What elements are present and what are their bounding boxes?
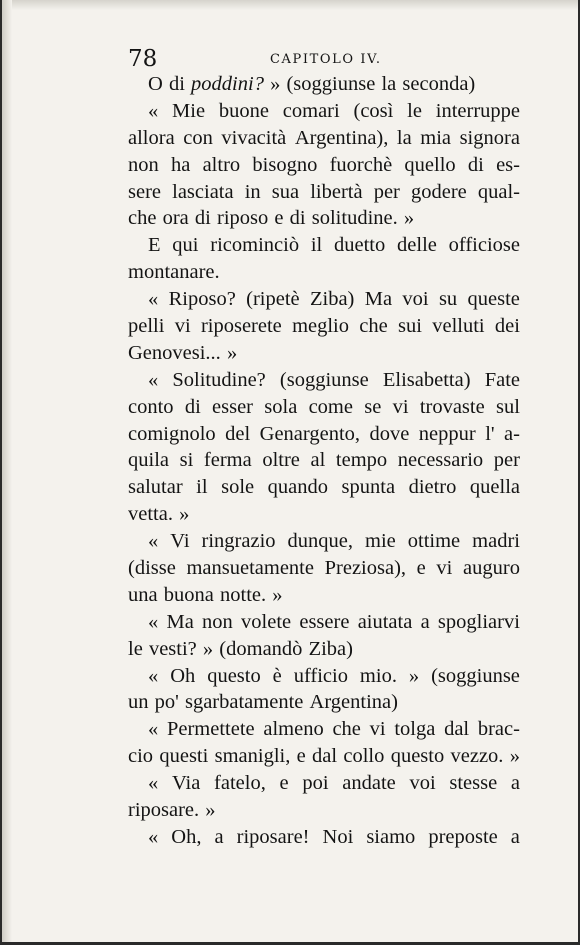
word: bisogno <box>252 153 318 176</box>
word: « <box>148 664 159 687</box>
page-header <box>128 44 523 74</box>
word: sui <box>398 315 422 338</box>
word: voi <box>402 288 429 311</box>
text-line <box>128 259 520 286</box>
word: la <box>381 73 397 95</box>
word: sul <box>495 395 520 418</box>
word: » <box>408 664 420 687</box>
word: Argentina), <box>294 126 389 149</box>
word: dal <box>312 745 338 768</box>
word: sole <box>221 476 255 499</box>
word: « <box>148 530 159 553</box>
text-line <box>128 232 520 259</box>
word: « <box>148 610 159 633</box>
word: la <box>396 126 412 149</box>
text-line <box>128 179 520 206</box>
word: per <box>373 180 400 203</box>
body-text <box>128 71 520 851</box>
word: Mie <box>172 99 206 122</box>
word: vi <box>369 718 386 741</box>
word: preposte <box>428 825 498 848</box>
word: qual- <box>477 180 520 203</box>
word: comignolo <box>128 422 216 445</box>
word: poddini? <box>191 73 264 95</box>
text-line <box>128 743 520 770</box>
word: » <box>403 207 415 230</box>
word: ricominciò <box>210 234 300 257</box>
word: a <box>510 825 520 848</box>
word: spogliarvi <box>437 610 520 633</box>
word: Elisabetta) <box>382 368 471 391</box>
text-line <box>128 152 520 179</box>
text-line <box>128 770 520 797</box>
word: riposerete <box>200 315 282 338</box>
word: (disse <box>128 557 176 580</box>
word: di <box>467 153 484 176</box>
word: a <box>510 772 520 795</box>
word: mia <box>420 126 452 149</box>
word: che <box>332 718 361 741</box>
word: si <box>179 449 194 472</box>
word: queste <box>467 288 520 311</box>
word: aiutata <box>357 610 413 633</box>
word: Preziosa), <box>324 557 407 580</box>
word: sola <box>264 395 298 418</box>
word: Ma <box>166 610 194 633</box>
word: al <box>310 449 326 472</box>
word: e <box>416 557 426 580</box>
word: velluti <box>432 315 485 338</box>
word: conto <box>128 395 174 418</box>
word: Ziba) <box>309 288 355 311</box>
word: se <box>364 395 382 418</box>
word: libertà <box>310 180 363 203</box>
word: questi <box>159 745 209 768</box>
word: vivacità <box>221 126 287 149</box>
word: « <box>148 772 159 795</box>
word: le <box>128 637 143 660</box>
text-line <box>128 716 520 743</box>
word: Fate <box>484 368 520 391</box>
word: dei <box>494 315 520 338</box>
word: O <box>148 73 163 95</box>
word: vesti? <box>148 637 197 660</box>
word: Riposo? <box>168 288 236 311</box>
word: » <box>270 73 281 95</box>
word: (soggiunse <box>286 73 376 95</box>
word: siamo <box>366 825 416 848</box>
word: di <box>168 73 185 95</box>
word: Genovesi... <box>128 341 221 364</box>
word: in <box>244 180 261 203</box>
word: sua <box>271 180 300 203</box>
word: ha <box>170 153 191 176</box>
word: come <box>308 395 353 418</box>
word: « <box>148 718 159 741</box>
word: po' <box>154 691 179 714</box>
word: oltre <box>262 449 300 472</box>
word: Genargento, <box>259 422 361 445</box>
word: spunta <box>341 476 396 499</box>
word: del <box>225 422 251 445</box>
word: comari <box>282 99 340 122</box>
word: un <box>128 691 149 714</box>
word: su <box>438 288 458 311</box>
word: di <box>289 207 306 230</box>
word: signora <box>459 126 520 149</box>
word: (soggiunse <box>431 664 520 687</box>
word: « <box>148 825 159 848</box>
word: neppur <box>418 422 476 445</box>
word: (ripetè <box>246 288 300 311</box>
word: » <box>205 799 216 822</box>
word: Oh <box>170 664 196 687</box>
word: è <box>272 664 282 687</box>
text-line <box>128 609 520 636</box>
word: madri <box>472 530 520 553</box>
word: Via <box>171 772 201 795</box>
word: « <box>148 288 159 311</box>
word: qui <box>172 234 199 257</box>
text-line <box>128 367 520 394</box>
word: collo <box>343 745 385 768</box>
text-line <box>128 582 520 609</box>
word: l' <box>485 422 495 445</box>
word: lasciata <box>172 180 234 203</box>
word: officiose <box>448 234 520 257</box>
word: Ziba) <box>308 637 353 660</box>
word: altro <box>202 153 241 176</box>
word: » <box>272 583 283 606</box>
word: per <box>493 449 520 472</box>
word: una <box>128 583 158 606</box>
word: auguro <box>463 557 520 580</box>
word: vi <box>392 395 409 418</box>
word: necessario <box>397 449 484 472</box>
word: Noi <box>322 825 354 848</box>
text-line <box>128 474 520 501</box>
word: di <box>194 207 211 230</box>
text-line <box>128 98 520 125</box>
text-line <box>128 313 520 340</box>
word: Vi <box>170 530 190 553</box>
word: cio <box>128 745 154 768</box>
text-line <box>128 797 520 824</box>
word: » <box>179 503 190 526</box>
word: ora <box>162 207 189 230</box>
text-line <box>128 71 520 98</box>
word: buona <box>163 583 214 606</box>
word: le <box>407 99 422 122</box>
word: andate <box>342 772 396 795</box>
word: quila <box>128 449 169 472</box>
page-top-edge <box>2 0 578 10</box>
word: seconda) <box>402 73 476 95</box>
word: sere <box>128 180 162 203</box>
word: esser <box>212 395 254 418</box>
word: sgarbatamente <box>184 691 304 714</box>
word: (domandò <box>219 637 303 660</box>
word: non <box>128 153 159 176</box>
word: pelli <box>128 315 165 338</box>
word: buone <box>218 99 269 122</box>
word: voi <box>409 772 436 795</box>
word: Argentina) <box>309 691 398 714</box>
word: montanare. <box>128 261 220 284</box>
word: volete <box>241 610 292 633</box>
text-line <box>128 636 520 663</box>
text-line <box>128 824 520 851</box>
word: vezzo. <box>450 745 504 768</box>
word: allora <box>128 126 175 149</box>
text-line <box>128 394 520 421</box>
word: Ma <box>364 288 393 311</box>
word: ottime <box>407 530 461 553</box>
word: tempo <box>335 449 388 472</box>
word: riposare. <box>128 799 200 822</box>
word: » <box>226 341 238 364</box>
word: essere <box>299 610 350 633</box>
word: E <box>148 234 161 257</box>
word: duetto <box>334 234 386 257</box>
word: questo <box>207 664 261 687</box>
text-line <box>128 447 520 474</box>
word: quello <box>404 153 456 176</box>
word: di <box>184 395 201 418</box>
word: riposare! <box>236 825 310 848</box>
word: « <box>148 368 159 391</box>
word: (così <box>353 99 394 122</box>
text-line <box>128 555 520 582</box>
text-line <box>128 689 520 716</box>
word: brac- <box>477 718 520 741</box>
word: e <box>296 745 306 768</box>
word: » <box>509 745 520 768</box>
text-line <box>128 663 520 690</box>
word: Oh, <box>171 825 202 848</box>
text-line <box>128 286 520 313</box>
word: es- <box>496 153 520 176</box>
word: e <box>279 772 289 795</box>
word: godere <box>410 180 467 203</box>
word: dunque, <box>287 530 354 553</box>
word: mio. <box>359 664 397 687</box>
word: a <box>214 825 224 848</box>
word: delle <box>397 234 437 257</box>
page-number: 78 <box>128 46 158 72</box>
word: stesse <box>449 772 498 795</box>
word: ringrazio <box>201 530 276 553</box>
word: fuorchè <box>329 153 393 176</box>
word: vi <box>174 315 191 338</box>
word: meglio <box>292 315 349 338</box>
word: con <box>183 126 213 149</box>
text-line <box>128 125 520 152</box>
word: salutar <box>128 476 183 499</box>
text-line <box>128 528 520 555</box>
running-title: CAPITOLO IV. <box>270 52 382 67</box>
word: notte. <box>220 583 267 606</box>
word: questo <box>390 745 445 768</box>
word: dove <box>369 422 410 445</box>
page-gutter-shadow <box>2 0 12 942</box>
word: a <box>420 610 430 633</box>
word: che <box>128 207 157 230</box>
word: mansuetamente <box>186 557 314 580</box>
word: mie <box>365 530 396 553</box>
word: quella <box>469 476 520 499</box>
text-line <box>128 421 520 448</box>
word: « <box>148 99 159 122</box>
word: almeno <box>263 718 324 741</box>
word: (soggiunse <box>279 368 369 391</box>
word: smanigli, <box>214 745 291 768</box>
word: quando <box>267 476 328 499</box>
word: tolga <box>394 718 436 741</box>
word: solitudine. <box>311 207 398 230</box>
word: Permettete <box>166 718 255 741</box>
word: riposo <box>217 207 269 230</box>
word: che <box>359 315 388 338</box>
word: dietro <box>408 476 457 499</box>
word: il <box>196 476 208 499</box>
word: dal <box>444 718 470 741</box>
word: poi <box>302 772 329 795</box>
word: » <box>202 637 214 660</box>
word: il <box>310 234 323 257</box>
word: non <box>202 610 233 633</box>
word: ferma <box>203 449 252 472</box>
word: vi <box>436 557 453 580</box>
word: a- <box>504 422 520 445</box>
word: e <box>274 207 284 230</box>
word: interruppe <box>435 99 520 122</box>
word: Solitudine? <box>172 368 266 391</box>
word: vetta. <box>128 503 173 526</box>
text-line <box>128 340 520 367</box>
word: trovaste <box>419 395 485 418</box>
text-line <box>128 501 520 528</box>
word: fatelo, <box>214 772 266 795</box>
word: ufficio <box>293 664 348 687</box>
text-line <box>128 205 520 232</box>
